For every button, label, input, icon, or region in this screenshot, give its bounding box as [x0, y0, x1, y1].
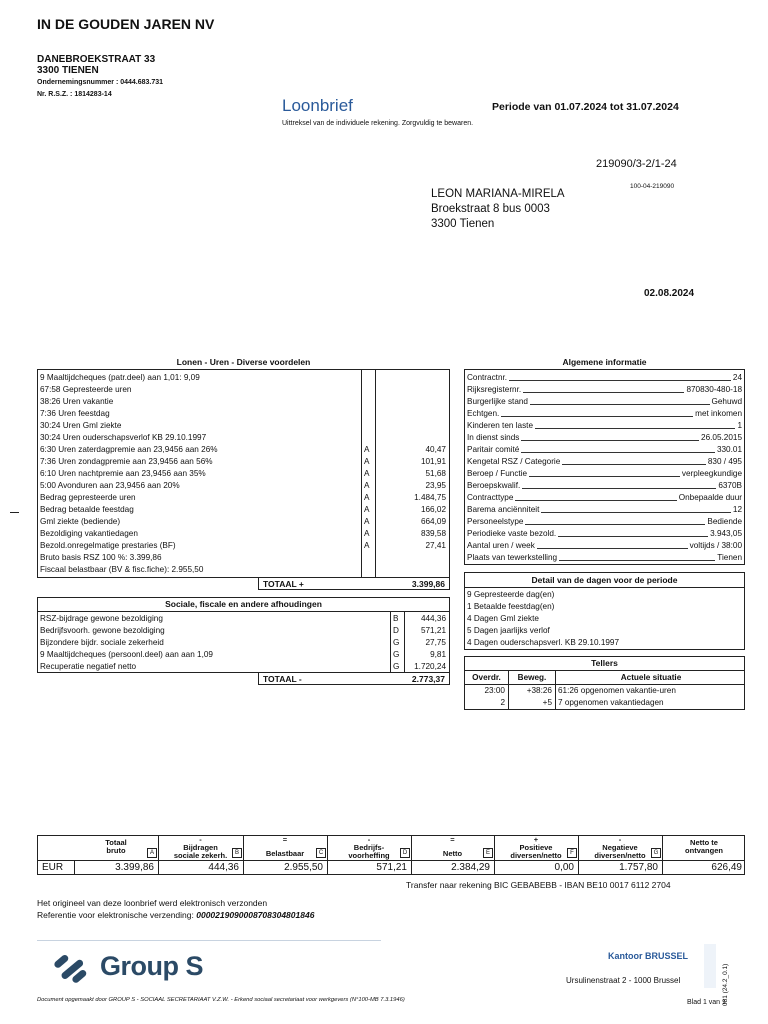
wages-row-code: A [364, 505, 370, 514]
wages-total: TOTAAL + 3.399,86 [258, 577, 450, 590]
wages-row [38, 504, 449, 516]
general-row [465, 540, 744, 552]
wages-row-code: A [364, 481, 370, 490]
deduction-row-code: G [393, 638, 400, 647]
deductions-total: TOTAAL - 2.773,37 [258, 672, 450, 685]
general-row [465, 480, 744, 492]
side-code: 081 (24.2_0.1) [722, 963, 729, 1006]
deduction-row-label: Recuperatie negatief netto [40, 662, 137, 671]
general-row [465, 492, 744, 504]
doc-title: Loonbrief [282, 96, 353, 115]
page-number: Blad 1 van 1 [687, 999, 726, 1006]
general-row-label: Contracttype [467, 493, 514, 502]
general-row-value: Tienen [717, 553, 742, 562]
general-row-label: Rijksregisternr. [467, 385, 522, 394]
wages-row [38, 468, 449, 480]
wages-row [38, 540, 449, 552]
doc-date: 02.08.2024 [644, 288, 695, 299]
wages-row-label: 7:36 Uren zondagpremie aan 23,9456 aan 56% [40, 457, 213, 466]
general-row-label: Plaats van tewerkstelling [467, 553, 558, 562]
counters-header-box [464, 656, 745, 671]
general-row-value: Bediende [707, 517, 742, 526]
general-row-value: 3.943,05 [710, 529, 742, 538]
general-row-label: Periodieke vaste bezold. [467, 529, 557, 538]
counters-col-situatie: Actuele situatie [620, 673, 682, 682]
wages-row-label: Bezold.onregelmatige prestaries (BF) [40, 541, 176, 550]
general-row [465, 372, 744, 384]
general-row-leader [559, 552, 715, 561]
wages-row-label: 9 Maaltijdcheques (patr.deel) aan 1,01: 9,09 [40, 373, 200, 382]
legal-text: Document opgemaakt door GROUP S - SOCIAAL SECRETARIAAT V.Z.W. - Erkend sociaal secretariaat voor werkgevers (N°100-MB 7.3.1946) [37, 997, 405, 1003]
deductions-header-box [37, 597, 450, 612]
wages-row-label: 30:24 Uren Gml ziekte [40, 421, 122, 430]
general-table [464, 369, 745, 565]
general-row-label: Kinderen ten laste [467, 421, 533, 430]
wages-row-label: Bedrag gepresteerde uren [40, 493, 136, 502]
counter-row [465, 685, 744, 697]
wages-row-label: Gml ziekte (bediende) [40, 517, 121, 526]
deduction-row-label: 9 Maaltijdcheques (persoonl.deel) aan aan 1,09 [40, 650, 213, 659]
general-row-leader [541, 504, 731, 513]
counter-overdr: 23:00 [484, 686, 505, 695]
wages-header: Lonen - Uren - Diverse voordelen [176, 357, 311, 367]
doc-subtitle: Uittreksel van de individuele rekening. Zorgvuldig te bewaren. [282, 120, 474, 127]
general-row-label: Beroep / Functie [467, 469, 528, 478]
general-row [465, 420, 744, 432]
counter-beweg: +5 [542, 698, 552, 707]
general-row [465, 528, 744, 540]
summary-head-positieve: + Positieve diversen/netto F [494, 836, 578, 859]
wages-row-amount: 40,47 [425, 445, 446, 454]
days-row-label: 4 Dagen ouderschapsverl. KB 29.10.1997 [467, 638, 620, 647]
general-row-leader [525, 516, 705, 525]
days-row [465, 589, 744, 601]
general-row-label: Paritair comité [467, 445, 520, 454]
wages-row-amount: 23,95 [425, 481, 446, 490]
general-row-label: Contractnr. [467, 373, 508, 382]
general-row-value: 870830-480-18 [686, 385, 742, 394]
deduction-row-label: RSZ-bijdrage gewone bezoldiging [40, 614, 163, 623]
wages-row-amount: 1.484,75 [414, 493, 446, 502]
wages-row [38, 528, 449, 540]
general-row-label: Echtgen. [467, 409, 500, 418]
general-row-leader [562, 456, 706, 465]
summary-bruto: 3.399,86 [115, 862, 154, 873]
period: Periode van 01.07.2024 tot 31.07.2024 [492, 101, 679, 113]
days-row [465, 613, 744, 625]
wages-row [38, 480, 449, 492]
wages-row-amount: 101,91 [420, 457, 446, 466]
deduction-row-amount: 571,21 [420, 626, 446, 635]
summary-head-ontvangen: Netto te ontvangen [685, 838, 723, 855]
wages-row-amount: 51,68 [425, 469, 446, 478]
general-row-leader [529, 468, 680, 477]
general-row-leader [515, 492, 676, 501]
wages-row-code: A [364, 541, 370, 550]
summary-netto: 2.384,29 [451, 862, 490, 873]
counters-col-overdr: Overdr. [472, 673, 501, 682]
counters-header: Tellers [591, 658, 618, 668]
summary-head-bruto: Totaal bruto A [74, 836, 158, 859]
general-row-leader [522, 480, 716, 489]
general-row-leader [509, 372, 731, 381]
deductions-header: Sociale, fiscale en andere afhoudingen [165, 599, 322, 609]
wages-row-label: 67:58 Gepresteerde uren [40, 385, 132, 394]
general-row-leader [558, 528, 708, 537]
wages-row-label: 5:00 Avonduren aan 23,9456 aan 20% [40, 481, 180, 490]
wages-row [38, 492, 449, 504]
wages-row-code: A [364, 517, 370, 526]
wages-row-label: 30:24 Uren ouderschapsverlof KB 29.10.1997 [40, 433, 207, 442]
wages-row [38, 432, 449, 444]
recipient-street: Broekstraat 8 bus 0003 [431, 203, 550, 215]
wages-row [38, 372, 449, 384]
days-row-label: 5 Dagen jaarlijks verlof [467, 626, 550, 635]
deduction-row-amount: 27,75 [425, 638, 446, 647]
general-row-label: Kengetal RSZ / Categorie [467, 457, 561, 466]
wages-row-label: 38:26 Uren vakantie [40, 397, 114, 406]
rsz-number: Nr. R.S.Z. : 1814283-14 [37, 91, 112, 98]
days-header: Detail van de dagen voor de periode [531, 575, 678, 585]
counters-col-beweg: Beweg. [517, 673, 547, 682]
general-row-value: 26.05.2015 [701, 433, 742, 442]
general-row-value: 330.01 [716, 445, 742, 454]
counter-overdr: 2 [500, 698, 505, 707]
general-header: Algemene informatie [562, 357, 647, 367]
wages-row [38, 408, 449, 420]
company-street: DANEBROEKSTRAAT 33 [37, 54, 156, 65]
days-row-label: 4 Dagen Gml ziekte [467, 614, 539, 623]
general-row-leader [535, 420, 735, 429]
counters-table [464, 670, 745, 710]
days-table [464, 587, 745, 650]
footer-divider [37, 940, 381, 941]
wages-row-code: A [364, 457, 370, 466]
company-name: IN DE GOUDEN JAREN NV [37, 16, 215, 32]
doc-reference-2: 100-04-219090 [630, 183, 675, 190]
deductions-table [37, 611, 450, 673]
days-header-box [464, 572, 745, 588]
general-row-value: 12 [732, 505, 742, 514]
general-row-leader [521, 432, 699, 441]
wages-extra-2: Fiscaal belastbaar (BV & fisc.fiche): 2.955,50 [40, 565, 204, 574]
deduction-row-label: Bijzondere bijdr. sociale zekerheid [40, 638, 164, 647]
deduction-row [38, 649, 449, 661]
general-row-leader [523, 384, 684, 393]
wages-row [38, 444, 449, 456]
deduction-row-code: D [393, 626, 399, 635]
office-side-bar [704, 944, 716, 988]
summary-head-bedrijfsvoorheffing: - Bedrijfs- voorheffing D [327, 836, 411, 859]
deduction-row [38, 613, 449, 625]
summary-table [37, 835, 745, 875]
general-row [465, 468, 744, 480]
enterprise-number: Ondernemingsnummer : 0444.683.731 [37, 79, 164, 86]
deduction-row-code: B [393, 614, 399, 623]
days-row [465, 637, 744, 649]
general-row-value: 830 / 495 [707, 457, 742, 466]
general-row-value: met inkomen [695, 409, 742, 418]
wages-row-label: 7:36 Uren feestdag [40, 409, 110, 418]
wages-row-code: A [364, 469, 370, 478]
recipient-city: 3300 Tienen [431, 218, 495, 230]
general-row [465, 432, 744, 444]
summary-bijdragen: 444,36 [208, 862, 239, 873]
summary-head-bijdragen: - Bijdragen sociale zekerh. B [158, 836, 243, 859]
wages-row-label: Bedrag betaalde feestdag [40, 505, 134, 514]
electronic-note: Het origineel van deze loonbrief werd elektronisch verzonden [37, 898, 268, 908]
general-row-value: 24 [732, 373, 742, 382]
transfer-info: Transfer naar rekening BIC GEBABEBB - IBAN BE10 0017 6112 2704 [406, 880, 671, 890]
wages-extra-1: Bruto basis RSZ 100 %: 3.399,86 [40, 553, 162, 562]
deduction-row [38, 625, 449, 637]
office-label: Kantoor BRUSSEL [608, 951, 689, 961]
general-row-label: Barema anciënniteit [467, 505, 540, 514]
general-row-leader [521, 444, 715, 453]
wages-row-amount: 166,02 [420, 505, 446, 514]
summary-positieve: 0,00 [554, 862, 574, 873]
wages-row-label: 6:30 Uren zaterdagpremie aan 23,9456 aan 26% [40, 445, 218, 454]
general-row-value: Onbepaalde duur [678, 493, 742, 502]
general-row-label: Aantal uren / week [467, 541, 535, 550]
deduction-row-code: G [393, 662, 400, 671]
wages-row-code: A [364, 445, 370, 454]
general-row-leader [530, 396, 710, 405]
days-row [465, 601, 744, 613]
wages-row [38, 516, 449, 528]
general-row [465, 396, 744, 408]
electronic-reference: Referentie voor elektronische verzending: 00002190900087083048​01846 [37, 910, 315, 920]
general-row-leader [537, 540, 688, 549]
wages-row [38, 420, 449, 432]
general-row-label: Personeelstype [467, 517, 524, 526]
general-row [465, 504, 744, 516]
general-row [465, 444, 744, 456]
summary-head-negatieve: - Negatieve diversen/netto G [578, 836, 662, 859]
summary-bedrijfsvoorheffing: 571,21 [376, 862, 407, 873]
summary-head-netto: = Netto E [411, 836, 494, 859]
deduction-row-amount: 9,81 [430, 650, 446, 659]
summary-head-belastbaar: = Belastbaar C [243, 836, 327, 859]
group-s-logo-icon [50, 948, 94, 988]
counter-row [465, 697, 744, 709]
summary-belastbaar: 2.955,50 [284, 862, 323, 873]
deduction-row [38, 637, 449, 649]
general-row [465, 516, 744, 528]
summary-ontvangen: 626,49 [711, 862, 742, 873]
days-row-label: 9 Gepresteerde dag(en) [467, 590, 555, 599]
general-row [465, 384, 744, 396]
office-address: Ursulinenstraat 2 - 1000 Brussel [566, 976, 681, 985]
counter-situatie: 7 opgenomen vakantiedagen [558, 698, 664, 707]
wages-row-amount: 27,41 [425, 541, 446, 550]
wages-row-code: A [364, 529, 370, 538]
deduction-row-label: Bedrijfsvoorh. gewone bezoldiging [40, 626, 165, 635]
counter-beweg: +38:26 [526, 686, 552, 695]
fold-mark [10, 512, 19, 513]
general-row [465, 408, 744, 420]
general-row-value: verpleegkundige [681, 469, 742, 478]
wages-row-amount: 664,09 [420, 517, 446, 526]
general-row-label: Burgerlijke stand [467, 397, 528, 406]
days-row-label: 1 Betaalde feestdag(en) [467, 602, 555, 611]
general-row-leader [501, 408, 693, 417]
general-row-value: 6370B [718, 481, 742, 490]
wages-table [37, 369, 450, 578]
general-row-label: Beroepskwalif. [467, 481, 521, 490]
summary-currency: EUR [42, 862, 64, 873]
general-row [465, 456, 744, 468]
deduction-row-amount: 444,36 [420, 614, 446, 623]
wages-row-label: 6:10 Uren nachtpremie aan 23,9456 aan 35% [40, 469, 206, 478]
counter-situatie: 61:26 opgenomen vakantie-uren [558, 686, 676, 695]
wages-row-label: Bezoldiging vakantiedagen [40, 529, 138, 538]
general-row-value: 1 [737, 421, 742, 430]
wages-row-amount: 839,58 [420, 529, 446, 538]
general-row-value: Gehuwd [711, 397, 742, 406]
wages-row [38, 384, 449, 396]
deduction-row-amount: 1.720,24 [414, 662, 446, 671]
group-s-logo-text: Group S [100, 951, 203, 981]
wages-row-code: A [364, 493, 370, 502]
general-row [465, 552, 744, 564]
summary-negatieve: 1.757,80 [619, 862, 658, 873]
company-city: 3300 TIENEN [37, 65, 99, 76]
wages-row [38, 456, 449, 468]
days-row [465, 625, 744, 637]
general-row-label: In dienst sinds [467, 433, 520, 442]
deduction-row-code: G [393, 650, 400, 659]
wages-row [38, 396, 449, 408]
doc-reference: 219090/3-2/1-24 [596, 158, 677, 170]
summary-values-row [38, 861, 744, 875]
recipient-name: LEON MARIANA-MIRELA [431, 188, 565, 200]
general-row-value: voltijds / 38:00 [689, 541, 742, 550]
